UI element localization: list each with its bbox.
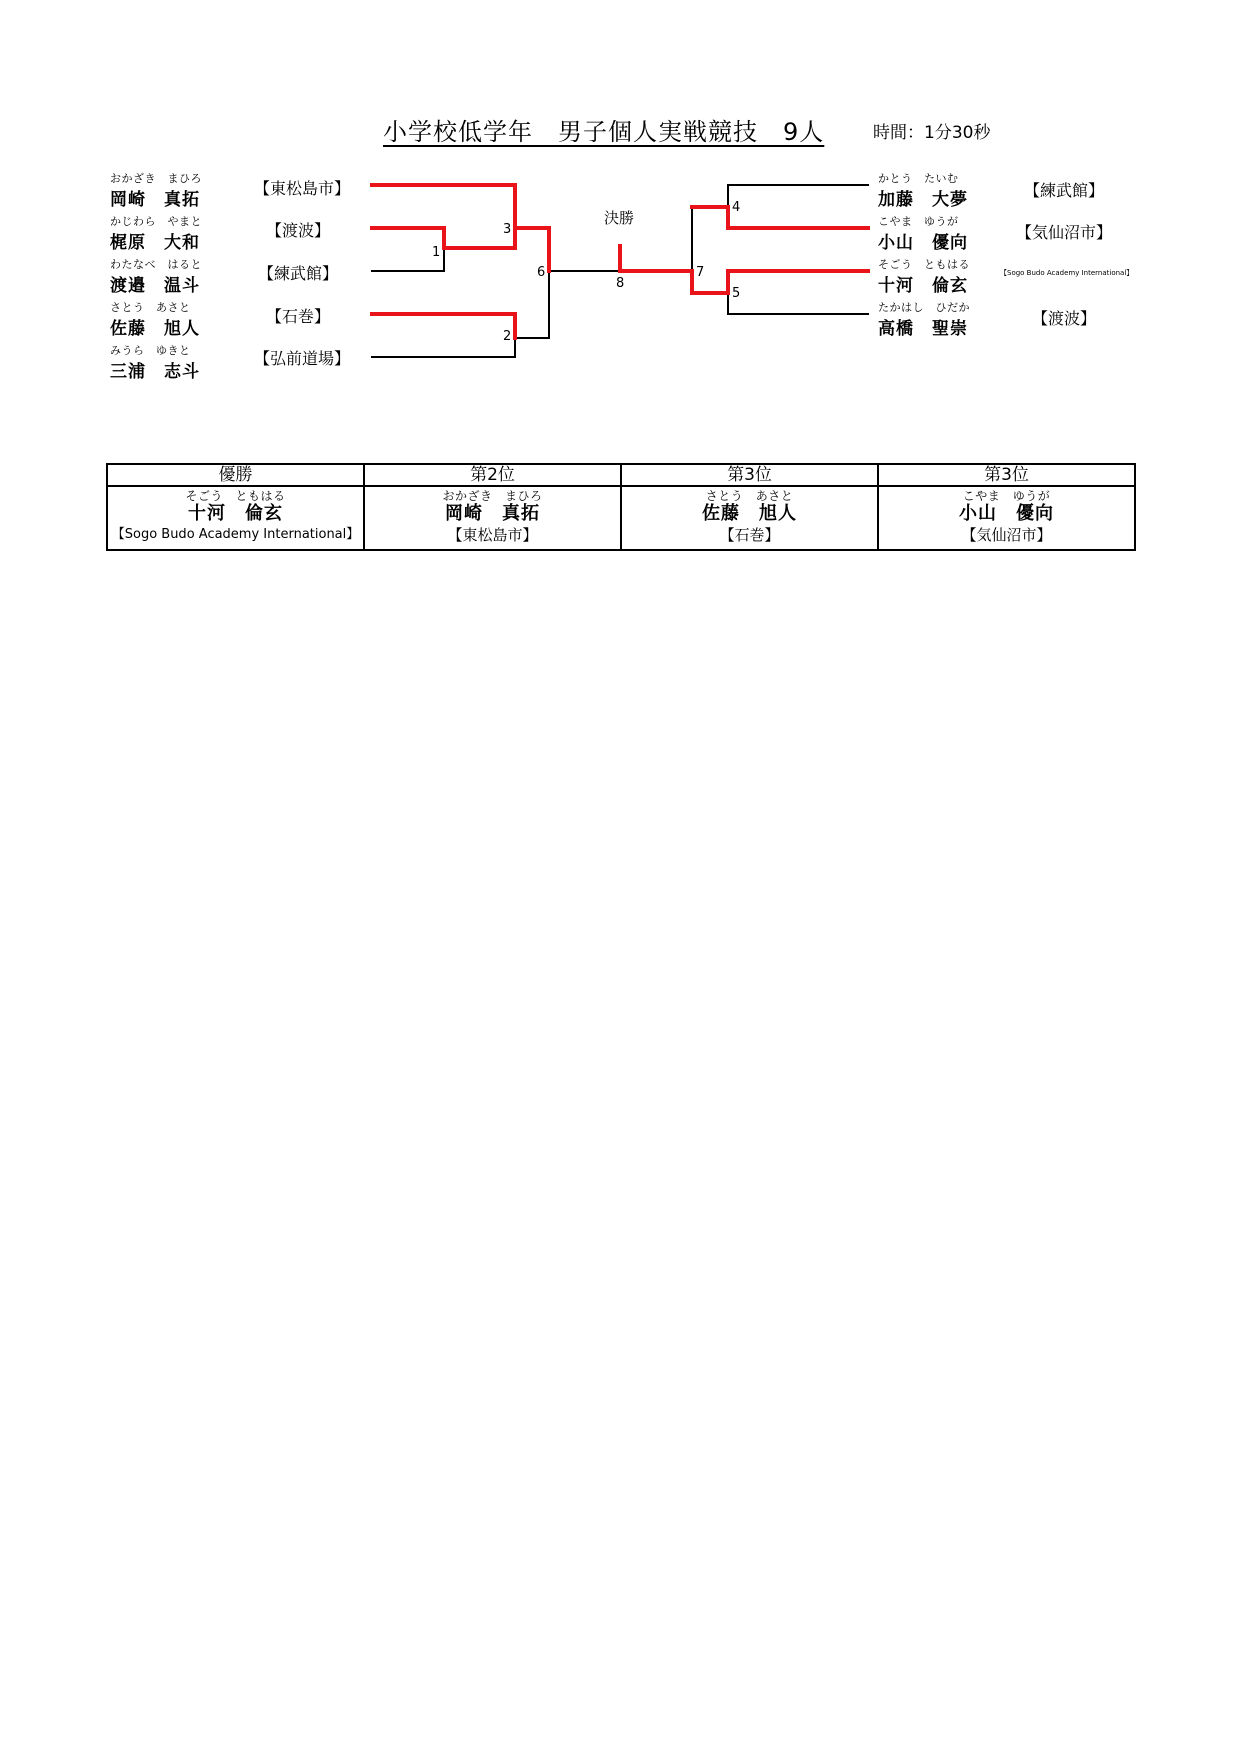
player-name: 加藤 大夢 — [878, 190, 968, 210]
player-name: 梶原 大和 — [110, 233, 200, 253]
player-name: 高橋 聖崇 — [878, 319, 968, 339]
result-club: 【石巻】 — [719, 526, 780, 544]
player-kana: みうら ゆきと — [110, 344, 191, 357]
result-3rd-a — [621, 486, 878, 550]
left-club-5: 【弘前道場】 — [254, 349, 351, 368]
match-number: 2 — [503, 329, 512, 344]
bracket-line-left-player-4 — [372, 314, 515, 338]
results-header-2nd: 第2位 — [364, 464, 621, 486]
match-number: 3 — [503, 222, 512, 237]
player-kana: たかはし ひだか — [878, 301, 970, 314]
player-kana: さとう あさと — [110, 301, 191, 314]
bracket-line-right-player-4 — [728, 293, 868, 314]
results-header-3rd-a: 第3位 — [621, 464, 878, 486]
player-name: 渡邉 温斗 — [110, 276, 200, 296]
bracket-line-left-player-2 — [372, 228, 515, 248]
player-name: 佐藤 旭人 — [110, 319, 200, 339]
result-name: 十河 倫玄 — [188, 503, 283, 524]
right-club-2: 【気仙沼市】 — [1016, 223, 1113, 242]
tournament-bracket — [0, 0, 1240, 420]
bracket-line-right-player-1 — [728, 185, 868, 207]
player-name: 三浦 志斗 — [110, 362, 200, 382]
player-name: 岡崎 真拓 — [110, 190, 200, 210]
result-name: 岡崎 真拓 — [445, 503, 540, 524]
bracket-line-match-2-to-6 — [515, 271, 549, 338]
left-club-3: 【練武館】 — [258, 264, 339, 283]
left-club-1: 【東松島市】 — [254, 179, 351, 198]
left-club-2: 【渡波】 — [266, 221, 331, 240]
bracket-line-right-player-3 — [692, 271, 868, 293]
player-kana: かじわら やまと — [110, 215, 202, 228]
player-name: 十河 倫玄 — [878, 276, 968, 296]
match-number: 6 — [537, 265, 546, 280]
results-header-1st: 優勝 — [107, 464, 364, 486]
result-name: 佐藤 旭人 — [702, 503, 797, 524]
right-club-1: 【練武館】 — [1024, 181, 1105, 200]
match-number: 4 — [732, 200, 741, 215]
result-2nd — [364, 486, 621, 550]
results-table — [106, 463, 1136, 551]
results-header-row — [107, 464, 1135, 486]
left-club-4: 【石巻】 — [266, 307, 331, 326]
player-kana: わたなべ はると — [110, 258, 202, 271]
player-name: 小山 優向 — [878, 233, 968, 253]
match-number: 7 — [696, 265, 705, 280]
result-club: 【東松島市】 — [447, 526, 538, 544]
result-1st — [107, 486, 364, 550]
match-number: 8 — [616, 276, 625, 291]
result-club: 【気仙沼市】 — [961, 526, 1052, 544]
result-name: 小山 優向 — [959, 503, 1054, 524]
right-club-4: 【渡波】 — [1032, 309, 1097, 328]
bracket-line-left-player-1 — [372, 185, 515, 228]
right-club-3: 【Sogo Budo Academy International】 — [1000, 269, 1134, 277]
final-label: 決勝 — [604, 209, 635, 227]
result-kana: こやま ゆうが — [962, 489, 1051, 503]
time-limit: 時間：1分30秒 — [873, 123, 991, 143]
player-kana: そごう ともはる — [878, 258, 970, 271]
result-kana: さとう あさと — [705, 489, 794, 503]
bracket-line-right-player-2 — [692, 207, 868, 228]
match-number: 1 — [432, 245, 441, 260]
bracket-line-left-player-5 — [372, 338, 515, 357]
result-3rd-b — [878, 486, 1135, 550]
player-kana: おかざき まひろ — [110, 172, 202, 185]
page-title: 小学校低学年 男子個人実戦競技 9人 — [383, 118, 825, 146]
result-kana: おかざき まひろ — [442, 489, 543, 503]
results-row — [107, 486, 1135, 550]
player-kana: かとう たいむ — [878, 172, 959, 185]
player-kana: こやま ゆうが — [878, 215, 959, 228]
match-number: 5 — [732, 286, 741, 301]
result-kana: そごう ともはる — [185, 489, 286, 503]
result-club: 【Sogo Budo Academy International】 — [111, 527, 360, 542]
bracket-line-match-7-to-8 — [620, 246, 692, 271]
results-header-3rd-b: 第3位 — [878, 464, 1135, 486]
